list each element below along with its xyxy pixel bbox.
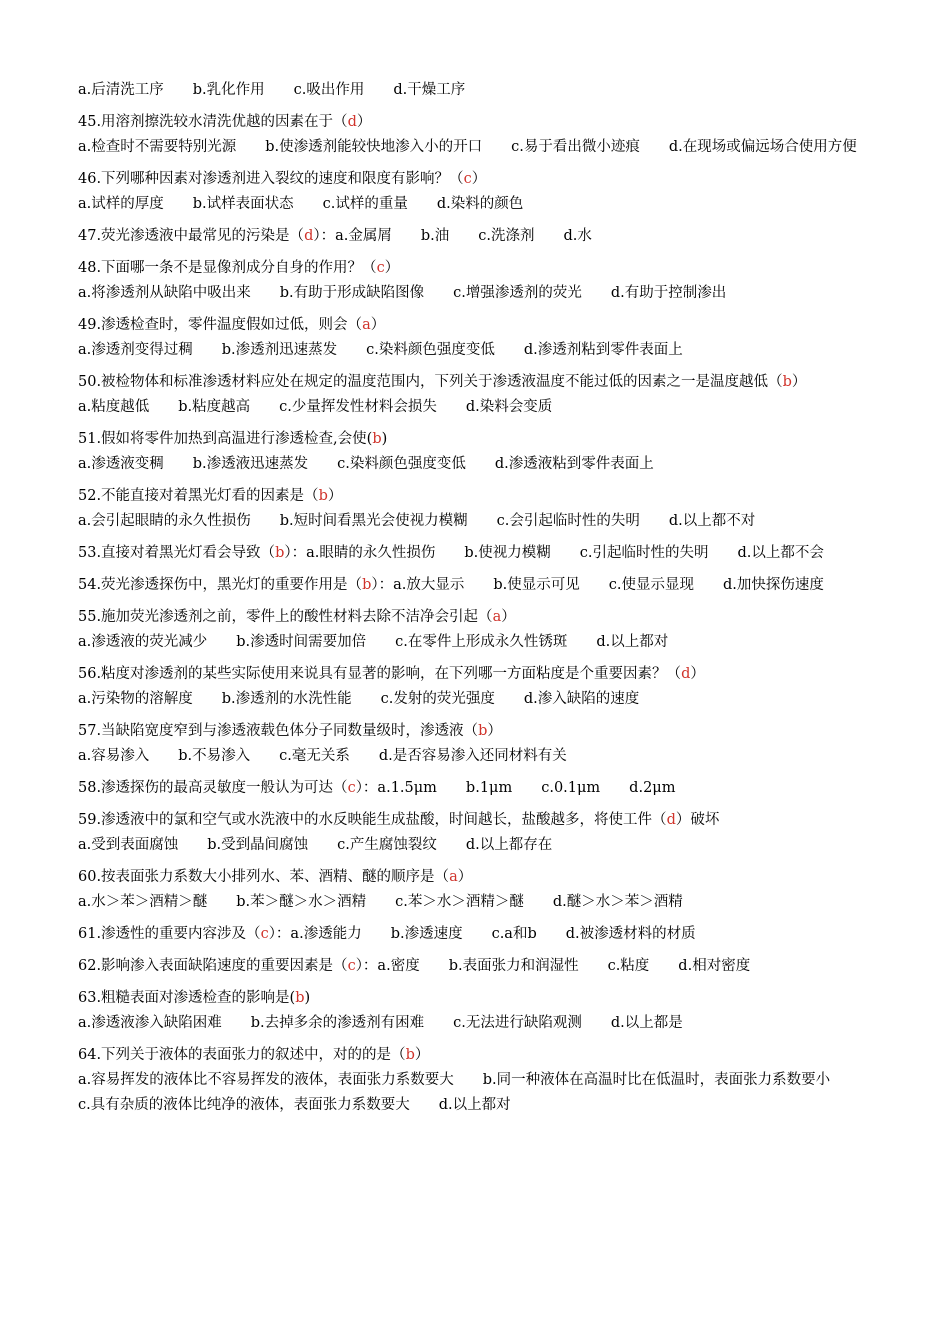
answer-options: a.渗透液渗入缺陷困难 b.去掉多余的渗透剂有困难 c.无法进行缺陷观测 d.以上都是: [78, 1015, 683, 1031]
question-stem: 64.下列关于液体的表面张力的叙述中，对的的是（: [78, 1047, 406, 1063]
question-stem: 46.下列哪种因素对渗透剂进入裂纹的速度和限度有影响？（: [78, 171, 464, 187]
question-tail: ）: [471, 171, 487, 187]
answer-letter: b: [478, 723, 488, 739]
question-tail: ）: [487, 723, 502, 739]
question-tail: ）：a.渗透能力 b.渗透速度 c.a和b d.被渗透材料的材质: [268, 926, 696, 942]
question-text: [78, 986, 878, 1011]
question-stem: 59.渗透液中的氯和空气或水洗液中的水反映能生成盐酸，时间越长，盐酸越多，将使工件（: [78, 812, 667, 828]
question-stem: 52.不能直接对着黑光灯看的因素是（: [78, 488, 319, 504]
question-stem: 58.渗透探伤的最高灵敏度一般认为可达（: [78, 780, 348, 796]
answer-letter: b: [405, 1047, 415, 1063]
question-tail: ）：a.1.5μm b.1μm c.0.1μm d.2μm: [355, 780, 676, 796]
question-text: [78, 1043, 878, 1068]
question-stem: 53.直接对着黑光灯看会导致（: [78, 545, 276, 561]
question-stem: 48.下面哪一条不是显像剂成分自身的作用？（: [78, 260, 377, 276]
answer-options: a.容易挥发的液体比不容易挥发的液体，表面张力系数要大 b.同一种液体在高温时比在低温时，表面张力系数要小: [78, 1072, 831, 1088]
question-tail: ）: [791, 374, 807, 390]
question-tail: ）: [327, 488, 343, 504]
answer-letter: b: [295, 990, 305, 1006]
answer-letter: d: [681, 666, 691, 682]
answer-options: a.渗透液变稠 b.渗透液迅速蒸发 c.染料颜色强度变低 d.渗透液粘到零件表面上: [78, 456, 654, 472]
answer-options: a.容易渗入 b.不易渗入 c.毫无关系 d.是否容易渗入还同材料有关: [78, 748, 567, 764]
answer-letter: b: [362, 577, 372, 593]
question-stem: 51.假如将零件加热到高温进行渗透检查,会使(: [78, 431, 373, 447]
question-text: [78, 370, 878, 395]
question-tail: ）: [370, 317, 386, 333]
question-text: [78, 313, 878, 338]
answer-options: a.后清洗工序 b.乳化作用 c.吸出作用 d.干燥工序: [78, 82, 466, 98]
question-tail: ）: [414, 1047, 430, 1063]
question-text: [78, 922, 878, 947]
answer-options: a.水＞苯＞酒精＞醚 b.苯＞醚＞水＞酒精 c.苯＞水＞酒精＞醚 d.醚＞水＞苯＞酒精: [78, 894, 683, 910]
question-text: [78, 662, 878, 687]
question-tail: ）：a.眼睛的永久性损伤 b.使视力模糊 c.引起临时性的失明 d.以上都不会: [284, 545, 824, 561]
answer-letter: b: [782, 374, 792, 390]
question-text: [78, 224, 878, 249]
answer-letter: b: [372, 431, 382, 447]
answer-letter: c: [347, 958, 356, 974]
answer-letter: d: [304, 228, 314, 244]
question-stem: 47.荧光渗透液中最常见的污染是（: [78, 228, 305, 244]
question-stem: 49.渗透检查时，零件温度假如过低，则会（: [78, 317, 363, 333]
question-stem: 50.被检物体和标准渗透材料应处在规定的温度范围内，下列关于渗透液温度不能过低的因素之一是温度越低（: [78, 374, 783, 390]
answer-options: a.试样的厚度 b.试样表面状态 c.试样的重量 d.染料的颜色: [78, 196, 524, 212]
question-text: [78, 110, 878, 135]
question-stem: 60.按表面张力系数大小排列水、苯、酒精、醚的顺序是（: [78, 869, 450, 885]
question-text: [78, 808, 878, 833]
question-tail: ）: [356, 114, 372, 130]
question-tail: ）破坏: [675, 812, 720, 828]
question-tail: ）：a.密度 b.表面张力和润湿性 c.粘度 d.相对密度: [355, 958, 751, 974]
question-stem: 56.粘度对渗透剂的某些实际使用来说具有显著的影响，在下列哪一方面粘度是个重要因素？（: [78, 666, 682, 682]
question-text: [78, 776, 878, 801]
question-text: [78, 865, 878, 890]
document-page: [78, 78, 878, 1118]
question-tail: ）：a.放大显示 b.使显示可见 c.使显示显现 d.加快探伤速度: [371, 577, 824, 593]
question-text: [78, 256, 878, 281]
question-stem: 63.粗糙表面对渗透检查的影响是(: [78, 990, 296, 1006]
answer-options: a.受到表面腐蚀 b.受到晶间腐蚀 c.产生腐蚀裂纹 d.以上都存在: [78, 837, 553, 853]
question-text: [78, 719, 878, 744]
question-tail: ）: [457, 869, 473, 885]
answer-letter: c: [347, 780, 356, 796]
question-tail: ): [304, 990, 311, 1006]
question-stem: 55.施加荧光渗透剂之前，零件上的酸性材料去除不洁净会引起（: [78, 609, 493, 625]
answer-options: a.将渗透剂从缺陷中吸出来 b.有助于形成缺陷图像 c.增强渗透剂的荧光 d.有助于控制渗出: [78, 285, 727, 301]
answer-options: a.粘度越低 b.粘度越高 c.少量挥发性材料会损失 d.染料会变质: [78, 399, 553, 415]
question-tail: ）: [501, 609, 516, 625]
answer-letter: d: [666, 812, 676, 828]
answer-letter: b: [318, 488, 328, 504]
answer-letter: a: [449, 869, 458, 885]
question-stem: 57.当缺陷宽度窄到与渗透液载色体分子同数量级时，渗透液（: [78, 723, 479, 739]
answer-options: c.具有杂质的液体比纯净的液体，表面张力系数要大 d.以上都对: [78, 1097, 511, 1113]
answer-letter: b: [275, 545, 285, 561]
answer-letter: a: [362, 317, 371, 333]
question-stem: 62.影响渗入表面缺陷速度的重要因素是（: [78, 958, 348, 974]
answer-letter: c: [376, 260, 385, 276]
question-text: [78, 427, 878, 452]
answer-options: a.渗透剂变得过稠 b.渗透剂迅速蒸发 c.染料颜色强度变低 d.渗透剂粘到零件表面上: [78, 342, 683, 358]
question-text: [78, 605, 878, 630]
answer-options: a.渗透液的荧光减少 b.渗透时间需要加倍 c.在零件上形成永久性锈斑 d.以上都对: [78, 634, 669, 650]
question-tail: ）: [690, 666, 705, 682]
question-tail: ）: [384, 260, 400, 276]
question-stem: 61.渗透性的重要内容涉及（: [78, 926, 261, 942]
answer-letter: c: [463, 171, 472, 187]
question-text: [78, 541, 878, 566]
question-stem: 54.荧光渗透探伤中，黑光灯的重要作用是（: [78, 577, 363, 593]
question-tail: ): [381, 431, 388, 447]
answer-letter: a: [492, 609, 502, 625]
answer-options: a.检查时不需要特别光源 b.使渗透剂能较快地渗入小的开口 c.易于看出微小迹痕 d.在现场或偏远场合使用方便: [78, 139, 857, 155]
question-text: [78, 573, 878, 598]
answer-options: a.污染物的溶解度 b.渗透剂的水洗性能 c.发射的荧光强度 d.渗入缺陷的速度: [78, 691, 640, 707]
answer-options: a.会引起眼睛的永久性损伤 b.短时间看黑光会使视力模糊 c.会引起临时性的失明 d.以上都不对: [78, 513, 756, 529]
answer-letter: d: [347, 114, 357, 130]
question-text: [78, 484, 878, 509]
question-tail: ）：a.金属屑 b.油 c.洗涤剂 d.水: [313, 228, 592, 244]
question-text: [78, 167, 878, 192]
answer-letter: c: [260, 926, 269, 942]
question-stem: 45.用溶剂擦洗较水清洗优越的因素在于（: [78, 114, 348, 130]
question-text: [78, 954, 878, 979]
